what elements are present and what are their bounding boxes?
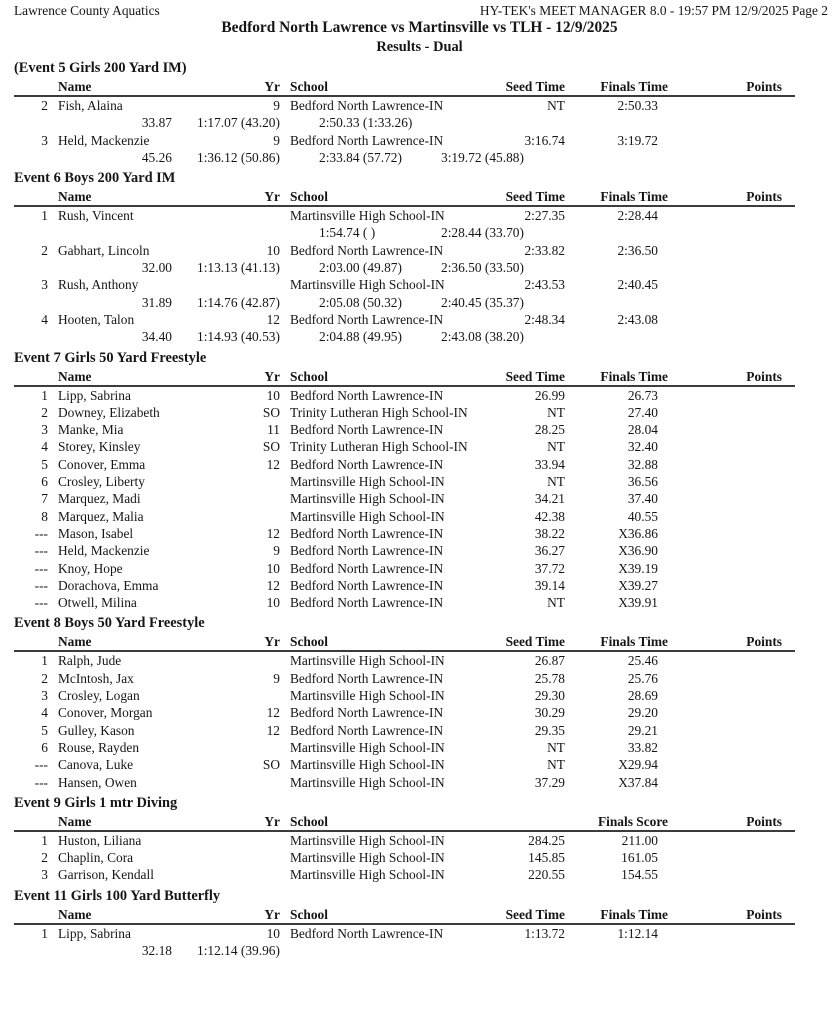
result-row	[14, 276, 839, 293]
split-time: 2:43.08 (38.20)	[441, 329, 524, 345]
finals-time: 154.55	[621, 867, 658, 883]
school-cell: Martinsville High School-IN	[290, 508, 445, 524]
seed-time: NT	[547, 757, 565, 773]
result-row	[14, 756, 839, 773]
col-header-points: Points	[746, 813, 782, 829]
col-header-seed: Seed Time	[505, 906, 565, 922]
seed-time: 2:33.82	[524, 242, 565, 258]
year-cell: 10	[266, 560, 280, 576]
seed-time: 29.35	[534, 722, 565, 738]
result-row	[14, 490, 839, 507]
swimmer-name: Crosley, Logan	[58, 688, 140, 704]
finals-time: 2:40.45	[617, 277, 658, 293]
year-cell: 9	[273, 98, 280, 113]
splits-row	[14, 328, 839, 345]
col-header-finals: Finals Time	[600, 906, 668, 922]
finals-time: 33.82	[627, 739, 658, 755]
place-cell: 3	[41, 132, 48, 148]
finals-time: X39.27	[618, 577, 658, 593]
swimmer-name: Rush, Vincent	[58, 208, 134, 224]
school-cell: Martinsville High School-IN	[290, 277, 445, 293]
result-row	[14, 704, 839, 721]
swimmer-name: Downey, Elizabeth	[58, 404, 160, 420]
split-spacer	[197, 224, 319, 241]
result-row	[14, 387, 839, 404]
school-cell: Bedford North Lawrence-IN	[290, 595, 444, 611]
school-cell: Martinsville High School-IN	[290, 832, 445, 848]
place-cell: 6	[41, 474, 48, 490]
place-cell: 1	[41, 208, 48, 224]
school-cell: Martinsville High School-IN	[290, 688, 445, 704]
result-row	[14, 207, 839, 224]
year-cell: 10	[266, 387, 280, 403]
place-cell: ---	[34, 774, 48, 790]
seed-time: 220.55	[528, 867, 565, 883]
host-team-name: Lawrence County Aquatics	[14, 3, 160, 18]
col-header-name: Name	[58, 634, 92, 650]
event-section	[14, 168, 839, 345]
swimmer-name: Conover, Emma	[58, 456, 146, 472]
seed-time: 26.87	[534, 653, 565, 669]
swimmer-name: Otwell, Milina	[58, 595, 137, 611]
split-spacer	[14, 224, 172, 241]
split-time: 2:50.33 (1:33.26)	[319, 115, 413, 131]
meet-title: Bedford North Lawrence vs Martinsville vs TLH - 12/9/2025	[221, 19, 618, 36]
events-list	[14, 58, 839, 959]
school-cell: Bedford North Lawrence-IN	[290, 98, 444, 113]
seed-time: NT	[547, 595, 565, 611]
col-header-name: Name	[58, 368, 92, 384]
swimmer-name: Marquez, Madi	[58, 491, 141, 507]
place-cell: 4	[41, 311, 48, 327]
result-row	[14, 97, 839, 114]
col-header-finals: Finals Score	[597, 813, 668, 829]
finals-time: 25.46	[627, 653, 658, 669]
result-row	[14, 473, 839, 490]
col-header-seed: Seed Time	[505, 189, 565, 205]
year-cell: 12	[266, 525, 280, 541]
seed-time: 3:16.74	[524, 132, 565, 148]
column-header-row	[14, 906, 795, 925]
swimmer-name: McIntosh, Jax	[58, 670, 134, 686]
place-cell: 1	[41, 387, 48, 403]
swimmer-name: Lipp, Sabrina	[58, 387, 131, 403]
seed-time: 29.30	[534, 688, 565, 704]
event-title: Event 8 Boys 50 Yard Freestyle	[14, 615, 205, 632]
finals-time: X36.86	[618, 525, 658, 541]
swimmer-name: Manke, Mia	[58, 422, 124, 438]
year-cell: 10	[266, 595, 280, 611]
finals-time: 2:28.44	[617, 208, 658, 224]
col-header-finals: Finals Time	[600, 368, 668, 384]
year-cell: SO	[262, 757, 280, 773]
split-time: 33.87	[141, 115, 172, 131]
result-row	[14, 132, 839, 149]
swimmer-name: Held, Mackenzie	[58, 132, 150, 148]
result-row	[14, 722, 839, 739]
school-cell: Martinsville High School-IN	[290, 653, 445, 669]
year-cell: 9	[273, 132, 280, 148]
swimmer-name: Rush, Anthony	[58, 277, 139, 293]
finals-time: 36.56	[627, 474, 658, 490]
event-title: Event 9 Girls 1 mtr Diving	[14, 794, 178, 811]
seed-time: 39.14	[534, 577, 565, 593]
split-time: 1:54.74 ( )	[319, 225, 376, 241]
col-header-yr: Yr	[264, 79, 280, 94]
place-cell: 3	[41, 277, 48, 293]
result-row	[14, 438, 839, 455]
year-cell: 12	[266, 311, 280, 327]
place-cell: ---	[34, 543, 48, 559]
splits-row	[14, 224, 839, 241]
place-cell: 1	[41, 832, 48, 848]
split-time: 2:33.84 (57.72)	[319, 149, 402, 165]
seed-time: 145.85	[528, 850, 565, 866]
splits-row	[14, 259, 839, 276]
school-cell: Bedford North Lawrence-IN	[290, 456, 444, 472]
seed-time: 34.21	[534, 491, 565, 507]
seed-time: NT	[547, 474, 565, 490]
place-cell: 3	[41, 867, 48, 883]
finals-time: 37.40	[627, 491, 658, 507]
event-title: Event 6 Boys 200 Yard IM	[14, 170, 176, 187]
school-cell: Trinity Lutheran High School-IN	[290, 404, 468, 420]
event-section	[14, 886, 839, 960]
seed-time: 28.25	[534, 422, 565, 438]
school-cell: Bedford North Lawrence-IN	[290, 387, 444, 403]
seed-time: NT	[547, 439, 565, 455]
event-section	[14, 58, 839, 166]
event-title: Event 11 Girls 100 Yard Butterfly	[14, 887, 221, 904]
place-cell: 7	[41, 491, 48, 507]
split-time: 32.18	[141, 942, 172, 958]
col-header-school: School	[290, 189, 328, 205]
event-title: (Event 5 Girls 200 Yard IM)	[14, 60, 187, 76]
result-row	[14, 774, 839, 791]
school-cell: Bedford North Lawrence-IN	[290, 722, 444, 738]
school-cell: Martinsville High School-IN	[290, 474, 445, 490]
result-row	[14, 866, 839, 883]
finals-time: 1:12.14	[617, 925, 658, 941]
finals-time: 27.40	[627, 404, 658, 420]
place-cell: 2	[41, 670, 48, 686]
col-header-name: Name	[58, 189, 92, 205]
split-time: 1:13.13 (41.13)	[197, 260, 280, 276]
school-cell: Martinsville High School-IN	[290, 850, 445, 866]
seed-time: 37.29	[534, 774, 565, 790]
finals-time: 40.55	[627, 508, 658, 524]
finals-time: 25.76	[627, 670, 658, 686]
split-time: 2:28.44 (33.70)	[441, 225, 524, 241]
finals-time: X36.90	[618, 543, 658, 559]
swimmer-name: Hansen, Owen	[58, 774, 137, 790]
results-type-subtitle: Results - Dual	[376, 39, 463, 55]
place-cell: 2	[41, 850, 48, 866]
event-section	[14, 613, 839, 790]
document-header	[14, 3, 839, 18]
event-title: Event 7 Girls 50 Yard Freestyle	[14, 349, 207, 366]
seed-time: 30.29	[534, 705, 565, 721]
school-cell: Martinsville High School-IN	[290, 867, 445, 883]
school-cell: Martinsville High School-IN	[290, 774, 445, 790]
school-cell: Bedford North Lawrence-IN	[290, 577, 444, 593]
column-header-row	[14, 633, 795, 652]
place-cell: ---	[34, 560, 48, 576]
meet-manager-stamp: HY-TEK's MEET MANAGER 8.0 - 19:57 PM 12/9/2025 Page 2	[479, 3, 828, 18]
seed-time: 33.94	[534, 456, 565, 472]
split-time: 32.00	[141, 260, 172, 276]
col-header-school: School	[290, 906, 328, 922]
seed-time: 42.38	[534, 508, 565, 524]
swimmer-name: Gulley, Kason	[58, 722, 135, 738]
col-header-seed: Seed Time	[505, 79, 565, 94]
result-row	[14, 404, 839, 421]
splits-row	[14, 114, 839, 131]
column-header-row	[14, 188, 795, 207]
finals-time: X37.84	[618, 774, 658, 790]
event-section	[14, 793, 839, 884]
split-time: 31.89	[141, 294, 172, 310]
place-cell: ---	[34, 595, 48, 611]
col-header-points: Points	[746, 634, 782, 650]
swimmer-name: Hooten, Talon	[58, 311, 135, 327]
swimmer-name: Conover, Morgan	[58, 705, 153, 721]
swimmer-name: Chaplin, Cora	[58, 850, 134, 866]
year-cell: 12	[266, 577, 280, 593]
column-header-row	[14, 368, 795, 387]
seed-time: 1:13.72	[524, 925, 565, 941]
split-time: 1:17.07 (43.20)	[197, 115, 280, 131]
split-time: 45.26	[141, 149, 172, 165]
swimmer-name: Garrison, Kendall	[58, 867, 154, 883]
result-row	[14, 525, 839, 542]
year-cell: 9	[273, 543, 280, 559]
year-cell: 12	[266, 705, 280, 721]
swimmer-name: Gabhart, Lincoln	[58, 242, 150, 258]
year-cell: SO	[262, 439, 280, 455]
school-cell: Martinsville High School-IN	[290, 757, 445, 773]
split-time: 2:04.88 (49.95)	[319, 329, 402, 345]
finals-time: 28.04	[627, 422, 658, 438]
school-cell: Bedford North Lawrence-IN	[290, 311, 444, 327]
place-cell: 1	[41, 653, 48, 669]
place-cell: 1	[41, 925, 48, 941]
year-cell: 10	[266, 925, 280, 941]
swimmer-name: Huston, Liliana	[58, 832, 142, 848]
col-header-points: Points	[746, 189, 782, 205]
seed-time: 284.25	[528, 832, 565, 848]
year-cell: 12	[266, 722, 280, 738]
swimmer-name: Crosley, Liberty	[58, 474, 145, 490]
seed-time: NT	[547, 98, 565, 113]
col-header-seed: Seed Time	[505, 634, 565, 650]
swimmer-name: Dorachova, Emma	[58, 577, 159, 593]
result-row	[14, 832, 839, 849]
col-header-yr: Yr	[264, 813, 280, 829]
place-cell: 8	[41, 508, 48, 524]
splits-row	[14, 942, 839, 959]
year-cell: 9	[273, 670, 280, 686]
finals-time: 26.73	[627, 387, 658, 403]
event-section	[14, 348, 839, 612]
seed-time: 2:27.35	[524, 208, 565, 224]
finals-time: 2:43.08	[617, 311, 658, 327]
col-header-finals: Finals Time	[600, 189, 668, 205]
swimmer-name: Lipp, Sabrina	[58, 925, 131, 941]
col-header-yr: Yr	[264, 906, 280, 922]
swimmer-name: Fish, Alaina	[58, 98, 123, 113]
result-row	[14, 739, 839, 756]
finals-time: 32.40	[627, 439, 658, 455]
school-cell: Bedford North Lawrence-IN	[290, 242, 444, 258]
finals-time: 2:36.50	[617, 242, 658, 258]
finals-time: 2:50.33	[617, 98, 658, 113]
seed-time: NT	[547, 404, 565, 420]
finals-time: 28.69	[627, 688, 658, 704]
col-header-school: School	[290, 813, 328, 829]
swimmer-name: Mason, Isabel	[58, 525, 134, 541]
result-row	[14, 577, 839, 594]
school-cell: Bedford North Lawrence-IN	[290, 560, 444, 576]
school-cell: Bedford North Lawrence-IN	[290, 670, 444, 686]
seed-time: 37.72	[534, 560, 565, 576]
seed-time: 36.27	[534, 543, 565, 559]
finals-time: 32.88	[627, 456, 658, 472]
col-header-yr: Yr	[264, 368, 280, 384]
place-cell: 2	[41, 404, 48, 420]
place-cell: ---	[34, 757, 48, 773]
place-cell: 3	[41, 422, 48, 438]
split-time: 2:03.00 (49.87)	[319, 260, 402, 276]
place-cell: 2	[41, 98, 48, 113]
swimmer-name: Marquez, Malia	[58, 508, 144, 524]
split-time: 2:40.45 (35.37)	[441, 294, 524, 310]
col-header-name: Name	[58, 79, 92, 94]
place-cell: 4	[41, 705, 48, 721]
result-row	[14, 594, 839, 611]
swimmer-name: Ralph, Jude	[58, 653, 122, 669]
result-row	[14, 242, 839, 259]
col-header-finals: Finals Time	[600, 79, 668, 94]
col-header-school: School	[290, 634, 328, 650]
col-header-finals: Finals Time	[600, 634, 668, 650]
seed-time: 2:43.53	[524, 277, 565, 293]
col-header-school: School	[290, 368, 328, 384]
place-cell: ---	[34, 577, 48, 593]
swimmer-name: Canova, Luke	[58, 757, 134, 773]
school-cell: Bedford North Lawrence-IN	[290, 525, 444, 541]
split-time: 34.40	[141, 329, 172, 345]
school-cell: Bedford North Lawrence-IN	[290, 132, 444, 148]
place-cell: 5	[41, 456, 48, 472]
school-cell: Bedford North Lawrence-IN	[290, 543, 444, 559]
col-header-seed: Seed Time	[505, 368, 565, 384]
finals-time: X39.91	[618, 595, 658, 611]
result-row	[14, 652, 839, 669]
result-row	[14, 311, 839, 328]
split-time: 2:05.08 (50.32)	[319, 294, 402, 310]
school-cell: Bedford North Lawrence-IN	[290, 422, 444, 438]
result-row	[14, 925, 839, 942]
school-cell: Martinsville High School-IN	[290, 739, 445, 755]
split-time: 2:36.50 (33.50)	[441, 260, 524, 276]
place-cell: 4	[41, 439, 48, 455]
col-header-yr: Yr	[264, 634, 280, 650]
result-row	[14, 542, 839, 559]
seed-time: 25.78	[534, 670, 565, 686]
result-row	[14, 670, 839, 687]
column-header-row	[14, 78, 795, 97]
col-header-points: Points	[746, 368, 782, 384]
place-cell: ---	[34, 525, 48, 541]
seed-time: 26.99	[534, 387, 565, 403]
finals-time: 29.20	[627, 705, 658, 721]
finals-time: 161.05	[621, 850, 658, 866]
result-row	[14, 687, 839, 704]
col-header-points: Points	[746, 906, 782, 922]
swimmer-name: Held, Mackenzie	[58, 543, 150, 559]
split-time: 1:12.14 (39.96)	[197, 942, 280, 958]
place-cell: 2	[41, 242, 48, 258]
col-header-points: Points	[746, 79, 782, 94]
seed-time: 2:48.34	[524, 311, 565, 327]
result-row	[14, 849, 839, 866]
split-time: 3:19.72 (45.88)	[441, 149, 524, 165]
school-cell: Trinity Lutheran High School-IN	[290, 439, 468, 455]
place-cell: 5	[41, 722, 48, 738]
swimmer-name: Storey, Kinsley	[58, 439, 141, 455]
finals-time: 211.00	[621, 832, 658, 848]
school-cell: Bedford North Lawrence-IN	[290, 705, 444, 721]
col-header-name: Name	[58, 906, 92, 922]
seed-time: NT	[547, 739, 565, 755]
result-row	[14, 456, 839, 473]
col-header-school: School	[290, 79, 328, 94]
swimmer-name: Knoy, Hope	[58, 560, 123, 576]
swimmer-name: Rouse, Rayden	[58, 739, 140, 755]
place-cell: 6	[41, 739, 48, 755]
split-time: 1:36.12 (50.86)	[197, 149, 280, 165]
place-cell: 3	[41, 688, 48, 704]
year-cell: 10	[266, 242, 280, 258]
seed-time: 38.22	[534, 525, 565, 541]
col-header-name: Name	[58, 813, 92, 829]
result-row	[14, 560, 839, 577]
school-cell: Martinsville High School-IN	[290, 491, 445, 507]
year-cell: 12	[266, 456, 280, 472]
finals-time: 29.21	[627, 722, 658, 738]
column-header-row	[14, 813, 795, 832]
split-time: 1:14.76 (42.87)	[197, 294, 280, 310]
finals-time: X39.19	[618, 560, 658, 576]
school-cell: Martinsville High School-IN	[290, 208, 445, 224]
finals-time: X29.94	[618, 757, 658, 773]
splits-row	[14, 294, 839, 311]
year-cell: 11	[267, 422, 280, 438]
finals-time: 3:19.72	[617, 132, 658, 148]
year-cell: SO	[262, 404, 280, 420]
result-row	[14, 421, 839, 438]
split-time: 1:14.93 (40.53)	[197, 329, 280, 345]
result-row	[14, 508, 839, 525]
school-cell: Bedford North Lawrence-IN	[290, 925, 444, 941]
splits-row	[14, 149, 839, 166]
col-header-yr: Yr	[264, 189, 280, 205]
